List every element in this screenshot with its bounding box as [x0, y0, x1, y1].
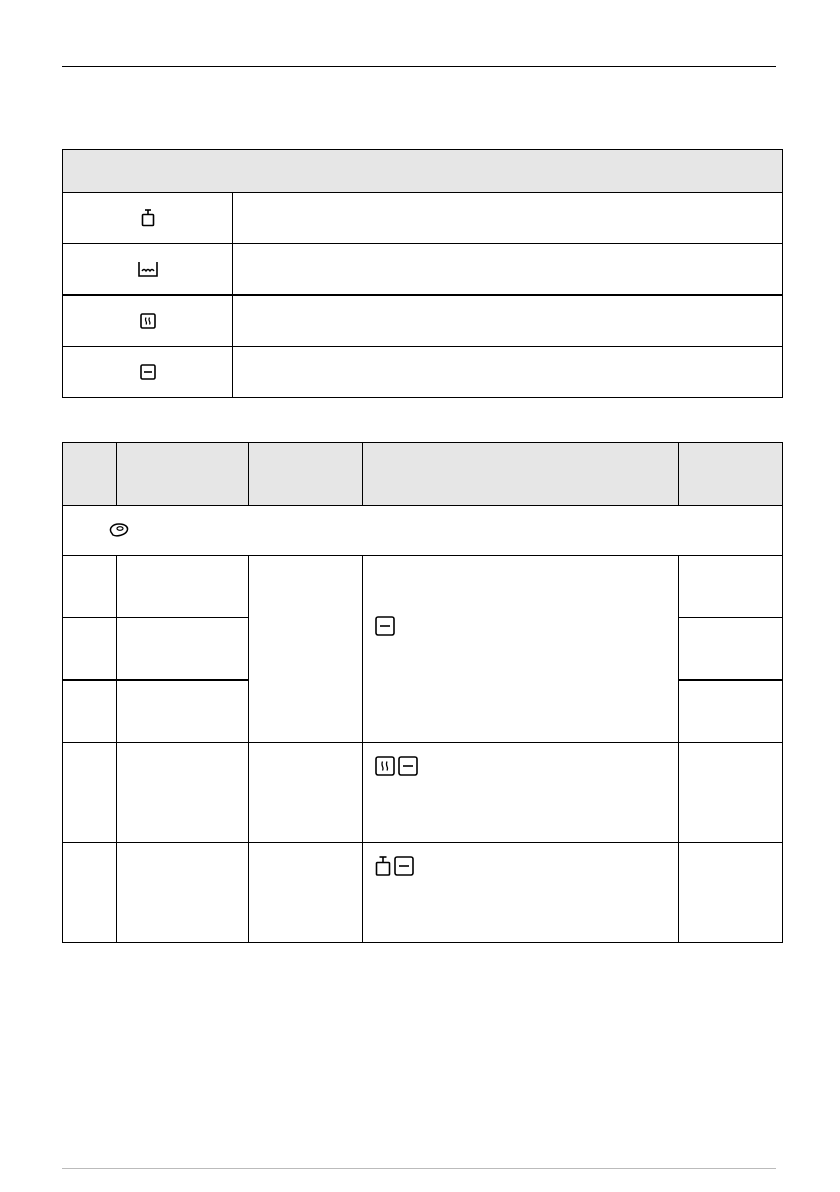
row-food [117, 743, 249, 843]
row-food [117, 680, 249, 743]
table-row [63, 743, 783, 843]
row-food [117, 556, 249, 618]
footer-rule [62, 1168, 776, 1169]
category-row [63, 506, 783, 556]
legend-row [63, 244, 783, 296]
heating-element-icon [375, 756, 395, 776]
legend-header-cell [63, 150, 783, 193]
header-rule [62, 66, 776, 67]
row-time [679, 618, 783, 681]
table-row [63, 556, 783, 618]
water-bath-icon [137, 260, 159, 278]
row-weight [249, 556, 363, 743]
legend-text [233, 295, 783, 347]
legend-row [63, 193, 783, 244]
row-weight [249, 743, 363, 843]
row-time [679, 843, 783, 943]
row-time [679, 680, 783, 743]
center-heat-icon [140, 364, 156, 380]
row-weight [249, 843, 363, 943]
legend-header-row [63, 150, 783, 193]
row-food [117, 618, 249, 681]
program-header-row [63, 443, 783, 506]
heating-element-icon [140, 313, 156, 329]
symbol-legend-table [62, 149, 783, 398]
row-time [679, 556, 783, 618]
header-time [679, 443, 783, 506]
row-number [63, 618, 117, 681]
meat-steak-icon [108, 522, 130, 538]
row-number [63, 843, 117, 943]
row-food [117, 843, 249, 943]
table-row [63, 843, 783, 943]
header-weight [249, 443, 363, 506]
header-food [117, 443, 249, 506]
row-number [63, 556, 117, 618]
center-heat-icon [375, 616, 395, 636]
steam-pressure-icon [141, 209, 155, 227]
row-number [63, 680, 117, 743]
center-heat-icon [394, 856, 414, 876]
center-heat-icon [398, 756, 418, 776]
legend-text [233, 244, 783, 296]
header-number [63, 443, 117, 506]
cooking-program-table [62, 442, 783, 943]
row-number [63, 743, 117, 843]
legend-text [233, 347, 783, 398]
legend-row [63, 347, 783, 398]
steam-pressure-icon [375, 856, 391, 876]
row-time [679, 743, 783, 843]
header-method [363, 443, 679, 506]
legend-row [63, 295, 783, 347]
legend-text [233, 193, 783, 244]
